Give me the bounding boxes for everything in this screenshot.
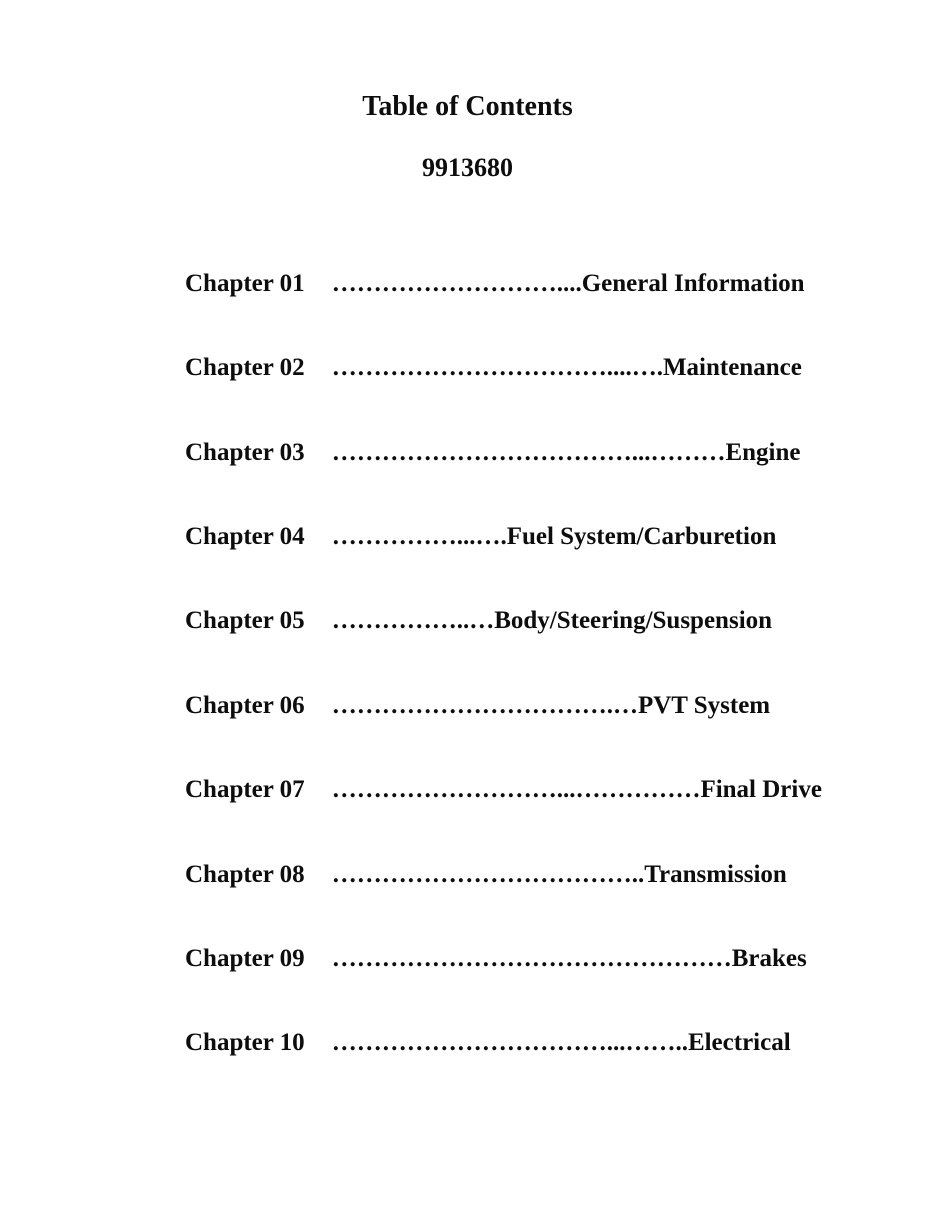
document-number: 9913680 [422, 152, 513, 182]
chapter-label: Chapter 09 [185, 944, 305, 972]
chapter-title: Maintenance [662, 354, 802, 382]
dot-leader: ……………...…. [331, 522, 507, 550]
chapter-label: Chapter 01 [185, 269, 305, 297]
chapter-label: Chapter 02 [185, 354, 305, 382]
dot-leader: ……………………………….. [331, 860, 645, 888]
chapter-title: Body/Steering/Suspension [494, 607, 773, 635]
toc-entry [185, 691, 785, 775]
chapter-title: Fuel System/Carburetion [506, 522, 777, 550]
toc-entry [185, 1028, 791, 1112]
chapter-title: Final Drive [700, 776, 822, 804]
chapter-label: Chapter 06 [185, 691, 305, 719]
dot-leader: ……………………………...…….. [331, 1029, 688, 1057]
dot-leader: …………………………….… [331, 691, 638, 719]
dot-leader: ……………………….... [331, 269, 582, 297]
chapter-label: Chapter 07 [185, 776, 305, 804]
dot-leader: ………………………………...……… [331, 438, 726, 466]
toc-entry [185, 606, 785, 690]
chapter-title: Transmission [644, 860, 787, 888]
toc-entry [185, 438, 801, 522]
toc-entry [185, 353, 802, 437]
toc-entry [185, 860, 785, 944]
chapter-label: Chapter 10 [185, 1029, 305, 1057]
dot-leader: ……………..… [331, 607, 495, 635]
chapter-label: Chapter 05 [185, 607, 305, 635]
chapter-title: PVT System [637, 691, 771, 719]
chapter-label: Chapter 03 [185, 438, 305, 466]
toc-entry [185, 269, 805, 353]
toc-entry [185, 944, 807, 1028]
table-of-contents [185, 269, 822, 1113]
dot-leader: ………………………………………… [331, 944, 732, 972]
chapter-label: Chapter 04 [185, 522, 305, 550]
toc-entry [185, 522, 785, 606]
chapter-title: Brakes [731, 944, 807, 972]
chapter-title: General Information [581, 269, 805, 297]
chapter-title: Electrical [687, 1029, 791, 1057]
toc-entry [185, 775, 822, 859]
dot-leader: ……………………………....…. [331, 354, 663, 382]
chapter-title: Engine [725, 438, 801, 466]
chapter-label: Chapter 08 [185, 860, 305, 888]
page-title: Table of Contents [362, 91, 573, 122]
dot-leader: ………………………...…………… [331, 776, 701, 804]
